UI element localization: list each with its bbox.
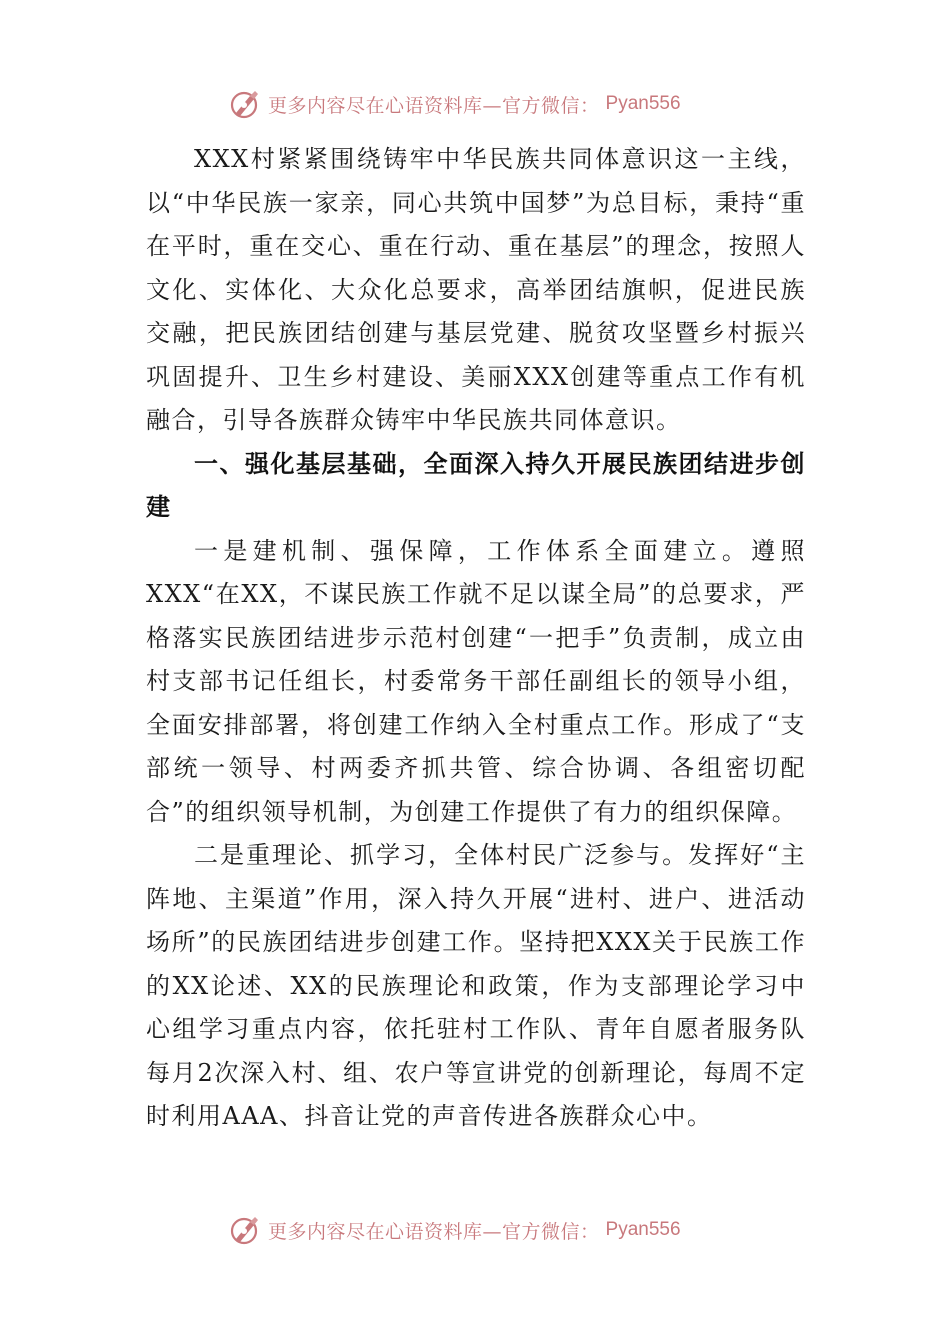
watermark-text: 更多内容尽在心语资料库—官方微信：	[268, 94, 600, 117]
paragraph-mechanism: 一是建机制、强保障，工作体系全面建立。遵照XXX“在XX，不谋民族工作就不足以谋全局”的总要求，严格落实民族团结进步示范村创建“一把手”负责制，成立由村支部书记任组长，村委常务干部任副组长的领导小组，全面安排部署，将创建工作纳入全村重点工作。形成了“支部统一领导、村两委齐抓共管、综合协调、各组密切配合”的组织领导机制，为创建工作提供了有力的组织保障。	[146, 536, 806, 826]
paragraph-theory-study: 二是重理论、抓学习，全体村民广泛参与。发挥好“主阵地、主渠道”作用，深入持久开展“进村、进户、进活动场所”的民族团结进步创建工作。坚持把XXX关于民族工作的XX论述、XX的民族理论和政策，作为支部理论学习中心组学习重点内容，依托驻村工作队、青年自愿者服务队每月2次深入村、组、农户等宣讲党的创新理论，每周不定时利用AAA、抖音让党的声音传进各族群众心中。	[146, 841, 806, 1130]
paragraph-intro: XXX村紧紧围绕铸牢中华民族共同体意识这一主线，以“中华民族一家亲，同心共筑中国梦”为总目标，秉持“重在平时，重在交心、重在行动、重在基层”的理念，按照人文化、实体化、大众化总要求，高举团结旗帜，促进民族交融，把民族团结创建与基层党建、脱贫攻坚暨乡村振兴巩固提升、卫生乡村建设、美丽XXX创建等重点工作有机融合，引导各族群众铸牢中华民族共同体意识。	[146, 145, 806, 434]
watermark-wechat-id: Pyan556	[605, 1219, 681, 1240]
watermark-text: 更多内容尽在心语资料库—官方微信：	[268, 1220, 600, 1243]
watermark-header	[228, 84, 728, 124]
pen-circle-icon	[228, 87, 262, 121]
section-heading-1: 一、强化基层基础，全面深入持久开展民族团结进步创建	[146, 449, 806, 521]
watermark-wechat-id: Pyan556	[605, 93, 681, 114]
watermark-footer	[228, 1210, 728, 1250]
pen-circle-icon	[228, 1213, 262, 1247]
document-body	[146, 138, 806, 1139]
